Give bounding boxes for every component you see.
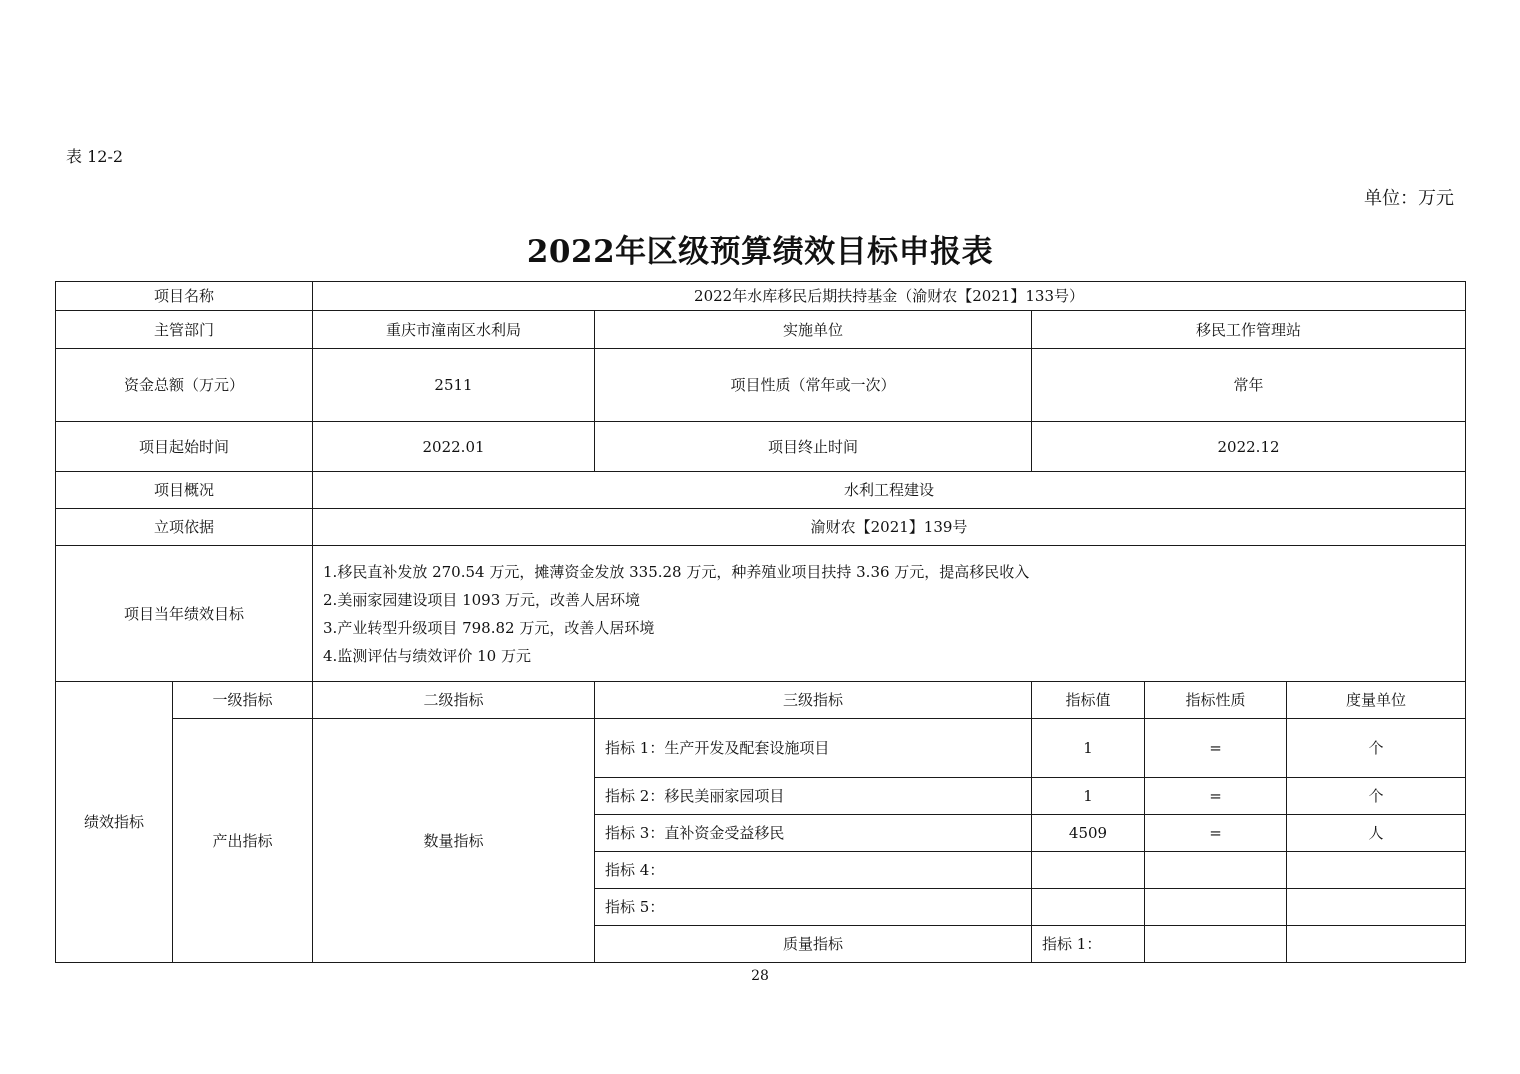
goal-line: 2.美丽家园建设项目 1093 万元，改善人居环境 [323,590,641,609]
indicator-name: 指标 2：移民美丽家园项目 [595,778,1032,815]
indicator-value [1145,926,1287,963]
indicator-unit: 个 [1287,778,1466,815]
indicator-name: 指标 3：直补资金受益移民 [595,815,1032,852]
implementer-label: 实施单位 [595,311,1032,349]
project-nature-label: 项目性质（常年或一次） [595,349,1032,422]
overview-row [56,472,1466,509]
project-name-value: 2022年水库移民后期扶持基金（渝财农【2021】133号） [313,282,1466,311]
page-title: 2022年区级预算绩效目标申报表 [526,234,994,270]
basis-row [56,509,1466,546]
goal-line: 4.监测评估与绩效评价 10 万元 [323,646,531,665]
project-name-row [56,282,1466,311]
indicator-unit: 个 [1287,719,1466,778]
indicator-unit [1287,889,1466,926]
funds-value: 2511 [313,349,595,422]
end-time-label: 项目终止时间 [595,422,1032,472]
annual-goals-label: 项目当年绩效目标 [56,546,313,682]
basis-value: 渝财农【2021】139号 [313,509,1466,546]
indicator-value: 1 [1032,719,1145,778]
indicator-unit [1287,852,1466,889]
goals-row [56,546,1466,682]
start-time-label: 项目起始时间 [56,422,313,472]
indicator-name: 指标 1： [1032,926,1145,963]
department-row [56,311,1466,349]
quality-indicator-label: 质量指标 [595,926,1032,963]
funds-row [56,349,1466,422]
indicator-header-row [56,682,1466,719]
indicator-nature [1145,852,1287,889]
project-nature-value: 常年 [1032,349,1466,422]
performance-indicators-label: 绩效指标 [56,682,173,963]
department-label: 主管部门 [56,311,313,349]
indicator-value: 1 [1032,778,1145,815]
indicator-unit: 人 [1287,815,1466,852]
indicator-nature: = [1145,815,1287,852]
indicator-name: 指标 1：生产开发及配套设施项目 [595,719,1032,778]
end-time-value: 2022.12 [1032,422,1466,472]
indicator-nature: = [1145,778,1287,815]
header-nature: 指标性质 [1145,682,1287,719]
annual-goals-content [313,546,1466,682]
project-name-label: 项目名称 [56,282,313,311]
unit-label: 单位：万元 [1364,188,1454,209]
indicator-nature [1287,926,1466,963]
header-value: 指标值 [1032,682,1145,719]
quantity-indicator-label: 数量指标 [313,719,595,963]
indicator-name: 指标 4： [595,852,1032,889]
indicator-nature: = [1145,719,1287,778]
implementer-value: 移民工作管理站 [1032,311,1466,349]
budget-performance-table [55,281,1466,963]
table-number-label: 表 12-2 [66,147,124,166]
header-level1: 一级指标 [173,682,313,719]
indicator-value: 4509 [1032,815,1145,852]
header-unit: 度量单位 [1287,682,1466,719]
header-level2: 二级指标 [313,682,595,719]
table-row [56,719,1466,778]
department-value: 重庆市潼南区水利局 [313,311,595,349]
indicator-nature [1145,889,1287,926]
funds-label: 资金总额（万元） [56,349,313,422]
header-level3: 三级指标 [595,682,1032,719]
page-number: 28 [751,968,769,984]
overview-label: 项目概况 [56,472,313,509]
period-row [56,422,1466,472]
indicator-name: 指标 5： [595,889,1032,926]
goal-line: 3.产业转型升级项目 798.82 万元，改善人居环境 [323,618,655,637]
start-time-value: 2022.01 [313,422,595,472]
overview-value: 水利工程建设 [313,472,1466,509]
basis-label: 立项依据 [56,509,313,546]
indicator-value [1032,852,1145,889]
indicator-value [1032,889,1145,926]
goal-line: 1.移民直补发放 270.54 万元，摊薄资金发放 335.28 万元，种养殖业项目扶持 3.36 万元，提高移民收入 [323,562,1030,581]
output-indicator-label: 产出指标 [173,719,313,963]
